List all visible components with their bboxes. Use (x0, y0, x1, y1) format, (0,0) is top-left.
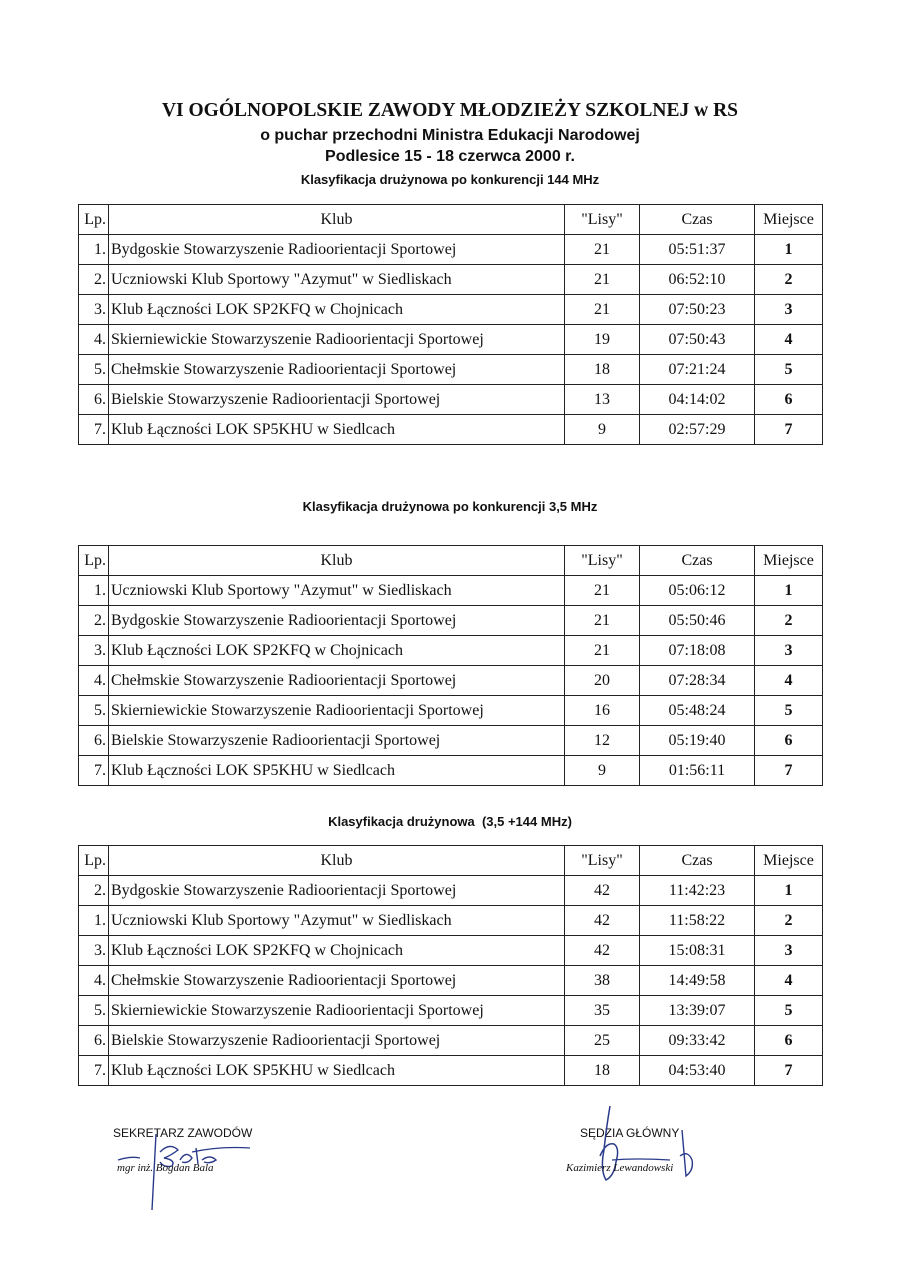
table-row (79, 295, 823, 325)
cell-lp: 5. (79, 996, 109, 1026)
cell-lp: 5. (79, 355, 109, 385)
cell-lp: 1. (79, 235, 109, 265)
cell-czas: 04:14:02 (640, 385, 755, 415)
cell-czas: 02:57:29 (640, 415, 755, 445)
column-header-club: Klub (109, 846, 565, 876)
cell-club: Bydgoskie Stowarzyszenie Radioorientacji Sportowej (109, 235, 565, 265)
table-row (79, 325, 823, 355)
column-header-club: Klub (109, 205, 565, 235)
cell-club: Uczniowski Klub Sportowy "Azymut" w Siedliskach (109, 906, 565, 936)
table-row (79, 996, 823, 1026)
cell-lisy: 21 (565, 235, 640, 265)
cell-club: Uczniowski Klub Sportowy "Azymut" w Siedliskach (109, 576, 565, 606)
cell-miejsce: 5 (755, 355, 823, 385)
cell-club: Bydgoskie Stowarzyszenie Radioorientacji Sportowej (109, 876, 565, 906)
column-header-lisy: "Lisy" (565, 546, 640, 576)
table-row (79, 265, 823, 295)
table-title-combined: Klasyfikacja drużynowa (3,5 +144 MHz) (328, 814, 572, 829)
secretary-signature (100, 1130, 260, 1220)
table-row (79, 936, 823, 966)
cell-czas: 07:21:24 (640, 355, 755, 385)
table-header-row (79, 546, 823, 576)
cell-lisy: 12 (565, 726, 640, 756)
cell-miejsce: 7 (755, 415, 823, 445)
cell-club: Chełmskie Stowarzyszenie Radioorientacji Sportowej (109, 966, 565, 996)
column-header-miejsce: Miejsce (755, 546, 823, 576)
table-title-3-5mhz: Klasyfikacja drużynowa po konkurencji 3,5 MHz (302, 499, 598, 514)
cell-lp: 7. (79, 1056, 109, 1086)
table-row (79, 636, 823, 666)
secretary-role: SEKRETARZ ZAWODÓW (113, 1126, 253, 1140)
cell-lisy: 42 (565, 876, 640, 906)
table-row (79, 876, 823, 906)
cell-club: Chełmskie Stowarzyszenie Radioorientacji Sportowej (109, 355, 565, 385)
cell-lp: 2. (79, 876, 109, 906)
document-title: VI OGÓLNOPOLSKIE ZAWODY MŁODZIEŻY SZKOLNEJ w RS (161, 100, 739, 121)
cell-czas: 11:58:22 (640, 906, 755, 936)
cell-lisy: 21 (565, 606, 640, 636)
cell-lp: 4. (79, 666, 109, 696)
table-row (79, 415, 823, 445)
cell-club: Klub Łączności LOK SP5KHU w Siedlcach (109, 415, 565, 445)
cell-lp: 3. (79, 636, 109, 666)
cell-czas: 07:50:43 (640, 325, 755, 355)
cell-club: Bielskie Stowarzyszenie Radioorientacji Sportowej (109, 1026, 565, 1056)
table-row (79, 576, 823, 606)
cell-lisy: 20 (565, 666, 640, 696)
cell-lp: 3. (79, 936, 109, 966)
cell-czas: 07:28:34 (640, 666, 755, 696)
cell-lp: 6. (79, 1026, 109, 1056)
column-header-czas: Czas (640, 846, 755, 876)
cell-lisy: 21 (565, 295, 640, 325)
cell-czas: 04:53:40 (640, 1056, 755, 1086)
cell-miejsce: 1 (755, 576, 823, 606)
cell-lp: 6. (79, 385, 109, 415)
column-header-miejsce: Miejsce (755, 205, 823, 235)
cell-club: Klub Łączności LOK SP2KFQ w Chojnicach (109, 936, 565, 966)
column-header-lp: Lp. (79, 546, 109, 576)
cell-czas: 13:39:07 (640, 996, 755, 1026)
document-subtitle: o puchar przechodni Ministra Edukacji Narodowej (260, 127, 640, 144)
table-row (79, 696, 823, 726)
cell-czas: 11:42:23 (640, 876, 755, 906)
cell-lisy: 13 (565, 385, 640, 415)
cell-club: Bielskie Stowarzyszenie Radioorientacji Sportowej (109, 385, 565, 415)
table-row (79, 906, 823, 936)
column-header-club: Klub (109, 546, 565, 576)
table-row (79, 726, 823, 756)
cell-lisy: 42 (565, 906, 640, 936)
cell-lisy: 42 (565, 936, 640, 966)
cell-lisy: 18 (565, 1056, 640, 1086)
cell-lisy: 35 (565, 996, 640, 1026)
results-table-3-5mhz (78, 545, 823, 786)
cell-miejsce: 3 (755, 936, 823, 966)
table-row (79, 385, 823, 415)
column-header-lisy: "Lisy" (565, 205, 640, 235)
cell-lp: 2. (79, 606, 109, 636)
column-header-miejsce: Miejsce (755, 846, 823, 876)
cell-club: Bydgoskie Stowarzyszenie Radioorientacji Sportowej (109, 606, 565, 636)
table-row (79, 1056, 823, 1086)
column-header-lp: Lp. (79, 205, 109, 235)
cell-miejsce: 2 (755, 906, 823, 936)
table-row (79, 355, 823, 385)
cell-czas: 07:18:08 (640, 636, 755, 666)
cell-miejsce: 2 (755, 265, 823, 295)
cell-club: Skierniewickie Stowarzyszenie Radioorientacji Sportowej (109, 325, 565, 355)
cell-lp: 7. (79, 415, 109, 445)
cell-czas: 05:06:12 (640, 576, 755, 606)
table-header-row (79, 846, 823, 876)
cell-czas: 15:08:31 (640, 936, 755, 966)
cell-club: Klub Łączności LOK SP5KHU w Siedlcach (109, 1056, 565, 1086)
cell-miejsce: 6 (755, 1026, 823, 1056)
cell-lp: 6. (79, 726, 109, 756)
cell-miejsce: 4 (755, 325, 823, 355)
cell-club: Skierniewickie Stowarzyszenie Radioorientacji Sportowej (109, 996, 565, 1026)
cell-lp: 3. (79, 295, 109, 325)
results-table-144mhz (78, 204, 823, 445)
cell-miejsce: 1 (755, 876, 823, 906)
cell-club: Bielskie Stowarzyszenie Radioorientacji Sportowej (109, 726, 565, 756)
cell-czas: 05:19:40 (640, 726, 755, 756)
cell-miejsce: 7 (755, 1056, 823, 1086)
cell-club: Chełmskie Stowarzyszenie Radioorientacji Sportowej (109, 666, 565, 696)
cell-miejsce: 5 (755, 996, 823, 1026)
cell-lisy: 16 (565, 696, 640, 726)
cell-lisy: 21 (565, 265, 640, 295)
column-header-czas: Czas (640, 546, 755, 576)
cell-miejsce: 3 (755, 295, 823, 325)
secretary-name: mgr inż. Bogdan Bala (117, 1162, 214, 1174)
cell-lp: 2. (79, 265, 109, 295)
cell-czas: 09:33:42 (640, 1026, 755, 1056)
cell-lisy: 25 (565, 1026, 640, 1056)
table-row (79, 606, 823, 636)
results-table-combined (78, 845, 823, 1086)
cell-miejsce: 7 (755, 756, 823, 786)
cell-miejsce: 4 (755, 666, 823, 696)
cell-miejsce: 5 (755, 696, 823, 726)
cell-czas: 06:52:10 (640, 265, 755, 295)
cell-czas: 01:56:11 (640, 756, 755, 786)
cell-lisy: 21 (565, 636, 640, 666)
cell-miejsce: 3 (755, 636, 823, 666)
cell-lp: 5. (79, 696, 109, 726)
table-row (79, 756, 823, 786)
cell-lisy: 9 (565, 415, 640, 445)
cell-club: Klub Łączności LOK SP2KFQ w Chojnicach (109, 295, 565, 325)
chief-judge-signature (570, 1100, 710, 1190)
document-place-date: Podlesice 15 - 18 czerwca 2000 r. (325, 148, 575, 165)
table-row (79, 235, 823, 265)
cell-miejsce: 4 (755, 966, 823, 996)
cell-lisy: 21 (565, 576, 640, 606)
cell-czas: 05:50:46 (640, 606, 755, 636)
cell-lp: 4. (79, 966, 109, 996)
cell-miejsce: 6 (755, 385, 823, 415)
cell-czas: 05:51:37 (640, 235, 755, 265)
cell-lisy: 38 (565, 966, 640, 996)
cell-club: Klub Łączności LOK SP2KFQ w Chojnicach (109, 636, 565, 666)
cell-club: Klub Łączności LOK SP5KHU w Siedlcach (109, 756, 565, 786)
cell-lisy: 9 (565, 756, 640, 786)
column-header-lisy: "Lisy" (565, 846, 640, 876)
table-header-row (79, 205, 823, 235)
cell-lp: 1. (79, 906, 109, 936)
table-row (79, 1026, 823, 1056)
column-header-czas: Czas (640, 205, 755, 235)
cell-czas: 05:48:24 (640, 696, 755, 726)
table-title-144mhz: Klasyfikacja drużynowa po konkurencji 144 MHz (300, 172, 600, 187)
table-row (79, 666, 823, 696)
cell-czas: 14:49:58 (640, 966, 755, 996)
table-row (79, 966, 823, 996)
cell-lp: 4. (79, 325, 109, 355)
cell-miejsce: 2 (755, 606, 823, 636)
cell-lp: 7. (79, 756, 109, 786)
chief-judge-role: SĘDZIA GŁÓWNY (580, 1126, 680, 1140)
chief-judge-name: Kazimierz Lewandowski (566, 1162, 674, 1174)
cell-lisy: 18 (565, 355, 640, 385)
cell-club: Uczniowski Klub Sportowy "Azymut" w Siedliskach (109, 265, 565, 295)
cell-miejsce: 6 (755, 726, 823, 756)
column-header-lp: Lp. (79, 846, 109, 876)
cell-club: Skierniewickie Stowarzyszenie Radioorientacji Sportowej (109, 696, 565, 726)
cell-lp: 1. (79, 576, 109, 606)
cell-lisy: 19 (565, 325, 640, 355)
cell-czas: 07:50:23 (640, 295, 755, 325)
cell-miejsce: 1 (755, 235, 823, 265)
